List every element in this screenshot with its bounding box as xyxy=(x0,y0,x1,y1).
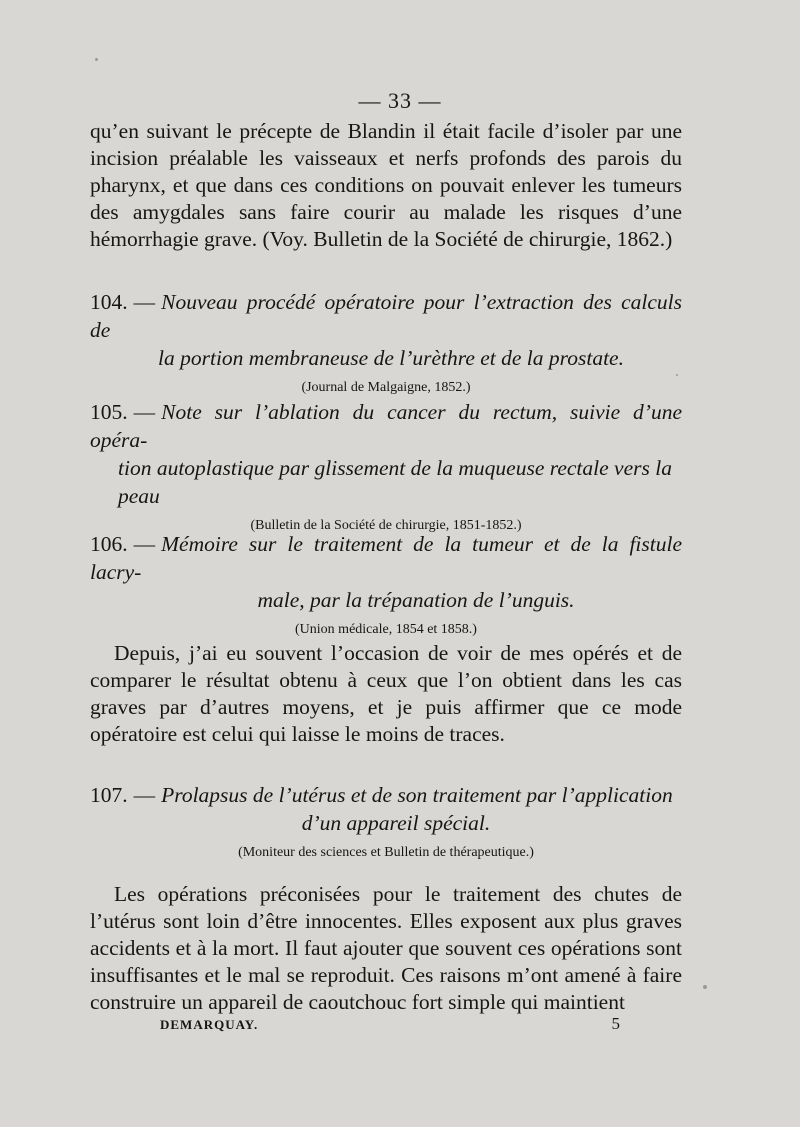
entry-107 xyxy=(90,781,682,863)
entry-104-title-line2: la portion membraneuse de l’urèthre et de la prostate. xyxy=(158,346,624,370)
paper-speck xyxy=(95,58,98,61)
paragraph-3: Les opérations préconisées pour le traitement des chutes de l’utérus sont loin d’être innocentes. Elles exposent aux plus graves accidents et à la mort. Il faut ajouter que souvent ces opérations sont insuffisantes et le mal se reproduit. Ces raisons m’ont amené à faire construire un appareil de caoutchouc fort simple qui maintient xyxy=(90,882,682,1014)
entry-107-title-line2: d’un appareil spécial. xyxy=(301,811,491,835)
entry-105-source: (Bulletin de la Société de chirurgie, 1851-1852.) xyxy=(250,518,522,533)
footer-author: DEMARQUAY. xyxy=(160,1017,259,1032)
entry-105-title-line3: peau xyxy=(118,484,160,508)
entry-104-dash: — xyxy=(133,290,156,314)
entry-104-number: 104. xyxy=(90,290,128,314)
entry-105-dash: — xyxy=(133,400,156,424)
entry-107-heading xyxy=(90,781,682,809)
page-number: — 33 — xyxy=(358,88,442,113)
paragraph-1-block xyxy=(90,118,682,253)
entry-104-heading xyxy=(90,288,682,344)
entry-106-title-line2: male, par la trépanation de l’unguis. xyxy=(257,588,575,612)
footer-signature-mark: 5 xyxy=(611,1014,620,1033)
entry-106-number: 106. xyxy=(90,532,128,556)
entry-105 xyxy=(90,398,682,536)
entry-105-heading xyxy=(90,398,682,454)
entry-107-number: 107. xyxy=(90,783,128,807)
entry-107-title-line1: Prolapsus de l’utérus et de son traitement par l’application xyxy=(161,783,673,807)
entry-104-title-line1: Nouveau procédé opératoire pour l’extraction des calculs de xyxy=(90,290,682,342)
paragraph-3-block xyxy=(90,881,682,1016)
paragraph-2: Depuis, j’ai eu souvent l’occasion de voir de mes opérés et de comparer le résultat obtenu à ceux que l’on obtient dans les cas graves par d’autres moyens, et je puis affirmer que ce mode opératoire est celui qui laisse le moins de traces. xyxy=(90,641,682,746)
entry-105-title-line2: tion autoplastique par glissement de la muqueuse rectale vers la xyxy=(118,456,672,480)
paragraph-1: qu’en suivant le précepte de Blandin il était facile d’isoler par une incision préalable les vaisseaux et nerfs profonds des parois du pharynx, et que dans ces conditions on pouvait enlever les tumeurs des amygdales sans faire courir au malade les risques d’une hémorrhagie grave. (Voy. Bulletin de la Société de chirurgie, 1862.) xyxy=(90,119,682,251)
entry-106 xyxy=(90,530,682,640)
entry-107-source: (Moniteur des sciences et Bulletin de thérapeutique.) xyxy=(238,845,534,860)
paper-speck xyxy=(703,985,707,989)
entry-106-source: (Union médicale, 1854 et 1858.) xyxy=(295,622,477,637)
entry-106-heading xyxy=(90,530,682,586)
entry-105-title-line1: Note sur l’ablation du cancer du rectum, suivie d’une opéra- xyxy=(90,400,682,452)
entry-105-number: 105. xyxy=(90,400,128,424)
entry-106-dash: — xyxy=(133,532,156,556)
entry-104-source: (Journal de Malgaigne, 1852.) xyxy=(301,380,471,395)
entry-104 xyxy=(90,288,682,398)
paragraph-2-block xyxy=(90,640,682,748)
paper-speck xyxy=(676,374,678,376)
entry-107-dash: — xyxy=(133,783,156,807)
entry-106-title-line1: Mémoire sur le traitement de la tumeur et de la fistule lacry- xyxy=(90,532,682,584)
